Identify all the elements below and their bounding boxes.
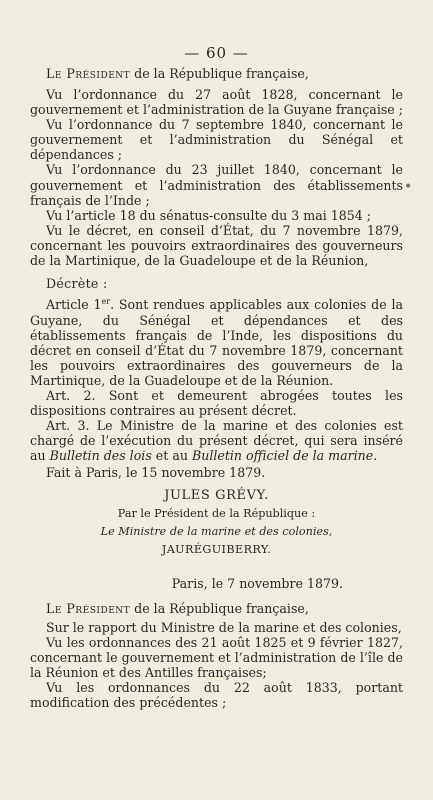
vu-ordonnances-1833: Vu les ordonnances du 22 août 1833, portant modification des précédentes ;	[30, 680, 403, 711]
decree-1	[30, 66, 403, 559]
article-1-text: . Sont rendues applicables aux colonies de la Guyane, du Sénégal et dépendances et des établissements français de l’Inde, les dispositions du décret en conseil d’État du 7 novembre 1879, concernant les pouvoirs extraordinaires des gouverneurs de la Martinique, de la Guadeloupe et de la Réunion.	[30, 297, 403, 388]
vu-paragraph-4: Vu l’article 18 du sénatus-consulte du 3 mai 1854 ;	[46, 207, 372, 223]
article-2: Art. 2. Sont et demeurent abrogées toutes les dispositions contraires au présent décret.	[30, 387, 403, 419]
article-3	[30, 418, 403, 463]
ink-speck: •	[404, 179, 413, 195]
vu-paragraph-3: Vu l’ordonnance du 23 juillet 1840, concernant le gouvernement et l’administration des établissements français de l’Inde ;	[30, 162, 403, 208]
by-president: Par le Président de la République :	[117, 506, 316, 520]
article-3-text: Art. 3. Le Ministre de la marine et des colonies est chargé de l’exécution du présent décret, qui sera inséré au	[30, 418, 403, 464]
decree-2	[30, 576, 403, 711]
bulletin-officiel: Bulletin officiel de la marine.	[191, 448, 378, 464]
header-rest: de la République française,	[130, 601, 309, 616]
vu-paragraph-1: Vu l’ordonnance du 27 août 1828, concernant le gouvernement et l’administration de la Guyane française ;	[30, 87, 404, 118]
vu-paragraph-5: Vu le décret, en conseil d’État, du 7 novembre 1879, concernant les pouvoirs extraordinaires des gouverneurs de la Martinique, de la Guadeloupe et de la Réunion,	[30, 222, 403, 269]
decree-1-header	[30, 66, 403, 81]
vu-ordonnances-1825: Vu les ordonnances des 21 août 1825 et 9 février 1827, concernant le gouvernement et l’administration de l’île de la Réunion et des Antilles françaises;	[30, 635, 403, 681]
header-rest: de la République française,	[130, 66, 309, 81]
bulletin-des-lois: Bulletin des lois	[49, 448, 152, 464]
minister-title: Le Ministre de la marine et des colonies,	[100, 524, 333, 538]
decrete-heading: Décrète :	[46, 276, 108, 292]
fait-a-paris: Fait à Paris, le 15 novembre 1879.	[46, 465, 266, 481]
article-1-label: Article 1	[46, 297, 102, 313]
signature-block	[30, 487, 403, 559]
sur-le-rapport: Sur le rapport du Ministre de la marine et des colonies,	[46, 620, 402, 635]
minister-name: JAURÉGUIBERRY.	[161, 542, 272, 556]
article-3-conj: et au	[151, 448, 192, 464]
header-small-caps: Le Président	[46, 66, 131, 81]
vu-paragraph-2: Vu l’ordonnance du 7 septembre 1840, concernant le gouvernement et l’administration du Sénégal et dépendances ;	[30, 117, 403, 163]
decree-2-date: Paris, le 7 novembre 1879.	[171, 576, 343, 591]
article-1	[30, 294, 403, 388]
signatory-name: JULES GRÉVY.	[164, 487, 269, 503]
article-1-sup: er	[101, 297, 111, 307]
header-small-caps: Le Président	[46, 601, 131, 616]
decree-2-header	[30, 601, 403, 616]
page-number: — 60 —	[184, 44, 249, 62]
